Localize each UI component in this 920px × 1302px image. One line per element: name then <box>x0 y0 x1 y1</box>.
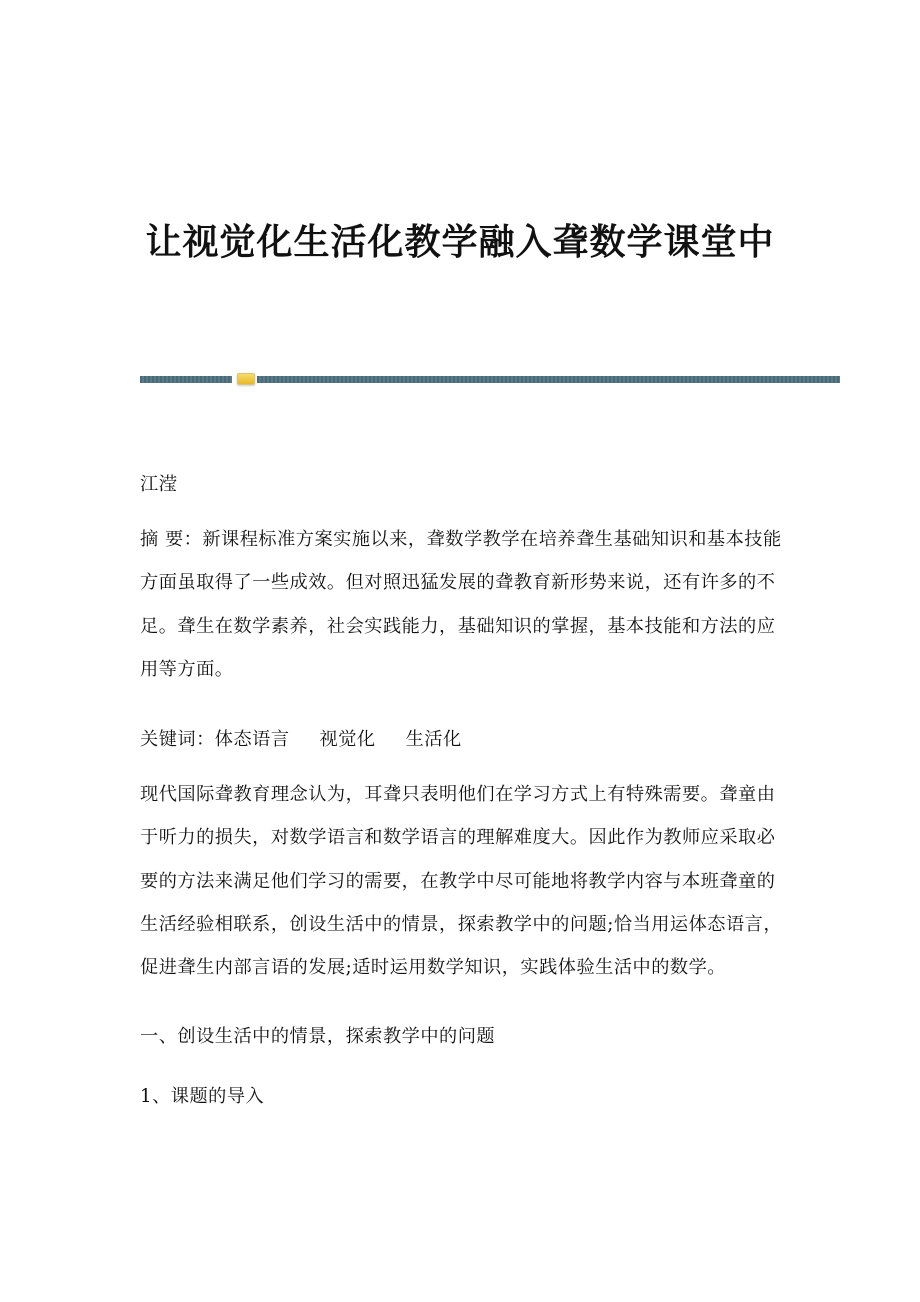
author: 江滢 <box>140 474 178 495</box>
body-line: 于听力的损失，对数学语言和数学语言的理解难度大。因此作为教师应采取必 <box>140 827 776 848</box>
abstract-line: 摘 要：新课程标准方案实施以来，聋数学教学在培养聋生基础知识和基本技能 <box>140 529 782 550</box>
body-line: 生活经验相联系，创设生活中的情景，探索教学中的问题;恰当用运体态语言， <box>140 914 783 935</box>
keyword: 体态语言 <box>214 729 290 750</box>
document-title: 让视觉化生活化教学融入聋数学课堂中 <box>145 221 775 263</box>
divider-left <box>140 376 232 383</box>
abstract-line: 足。聋生在数学素养，社会实践能力，基础知识的掌握，基本技能和方法的应 <box>140 616 776 637</box>
keywords-label: 关键词： <box>140 729 215 750</box>
subsection-heading: 1、课题的导入 <box>140 1086 265 1107</box>
abstract-line: 用等方面。 <box>140 659 234 680</box>
divider-ornament-icon <box>237 373 255 385</box>
divider-right <box>257 376 840 383</box>
body-line: 促进聋生内部言语的发展;适时运用数学知识，实践体验生活中的数学。 <box>140 957 726 978</box>
body-line: 现代国际聋教育理念认为，耳聋只表明他们在学习方式上有特殊需要。聋童由 <box>140 784 776 805</box>
keyword: 生活化 <box>405 729 462 750</box>
abstract-line: 方面虽取得了一些成效。但对照迅猛发展的聋教育新形势来说，还有许多的不 <box>140 572 776 593</box>
section-heading: 一、创设生活中的情景，探索教学中的问题 <box>140 1026 496 1047</box>
body-line: 要的方法来满足他们学习的需要，在教学中尽可能地将教学内容与本班聋童的 <box>140 871 776 892</box>
keyword: 视觉化 <box>319 729 376 750</box>
keywords <box>140 729 492 751</box>
